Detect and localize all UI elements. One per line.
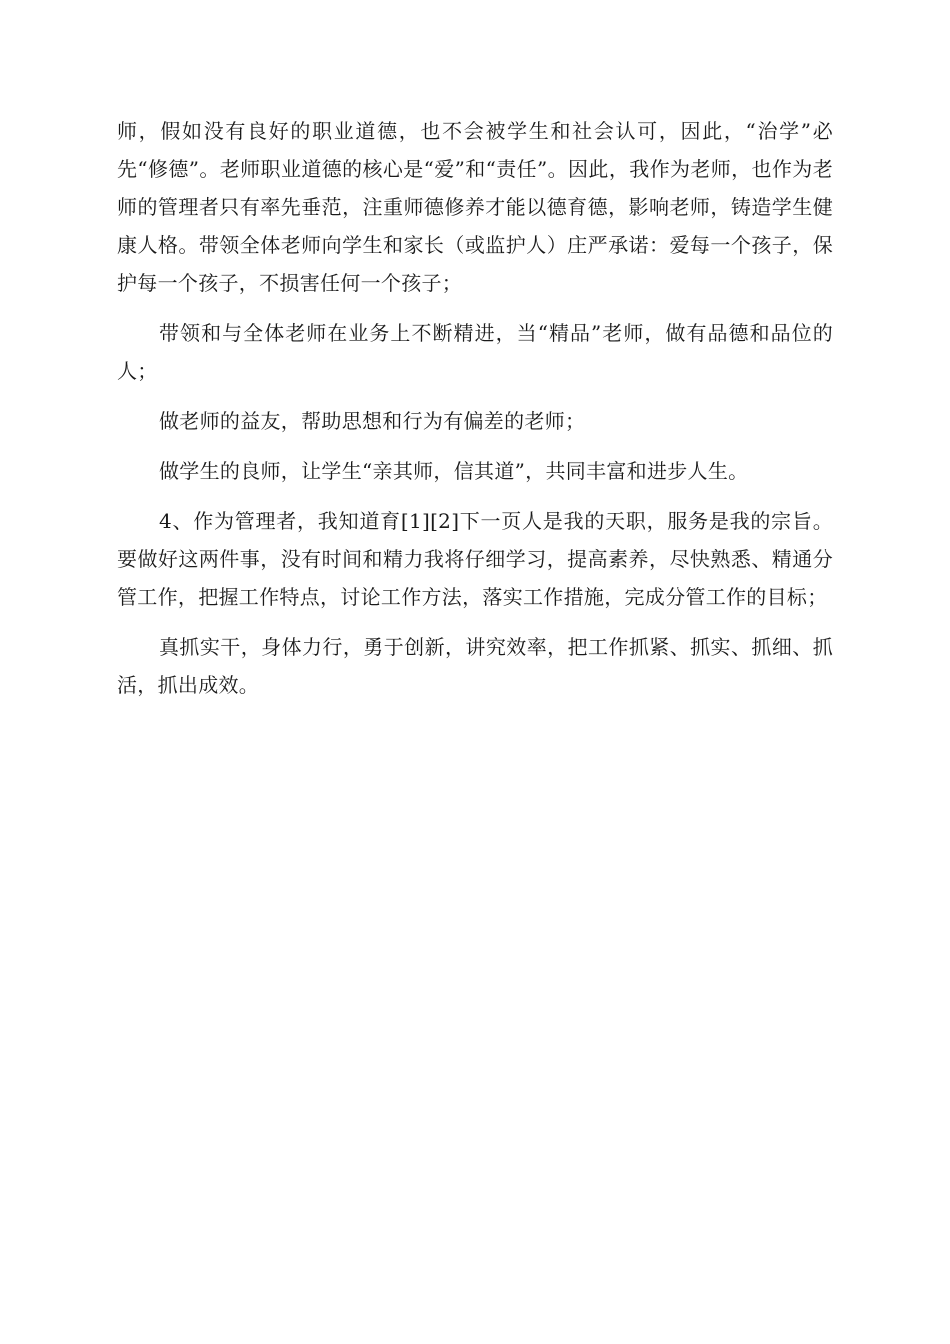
paragraph-3: 做老师的益友，帮助思想和行为有偏差的老师； [159, 409, 586, 433]
document-body [117, 112, 833, 716]
paragraph-2: 带领和与全体老师在业务上不断精进，当“精品”老师，做有品德和品位的人； [117, 321, 833, 383]
paragraph-continued: 师，假如没有良好的职业道德，也不会被学生和社会认可，因此，“治学”必先“修德”。老师职业道德的核心是“爱”和“责任”。因此，我作为老师，也作为老师的管理者只有率先垂范，注重师德修养才能以德育德，影响老师，铸造学生健康人格。带领全体老师向学生和家长（或监护人）庄严承诺：爱每一个孩子，保护每一个孩子，不损害任何一个孩子； [117, 119, 833, 295]
paragraph-5: 4、作为管理者，我知道育[1][2]下一页人是我的天职，服务是我的宗旨。要做好这两件事，没有时间和精力我将仔细学习，提高素养，尽快熟悉、精通分管工作，把握工作特点，讨论工作方法，落实工作措施，完成分管工作的目标； [117, 509, 833, 609]
paragraph-4: 做学生的良师，让学生“亲其师，信其道”，共同丰富和进步人生。 [159, 459, 749, 483]
paragraph-6: 真抓实干，身体力行，勇于创新，讲究效率，把工作抓紧、抓实、抓细、抓活，抓出成效。 [117, 635, 833, 697]
